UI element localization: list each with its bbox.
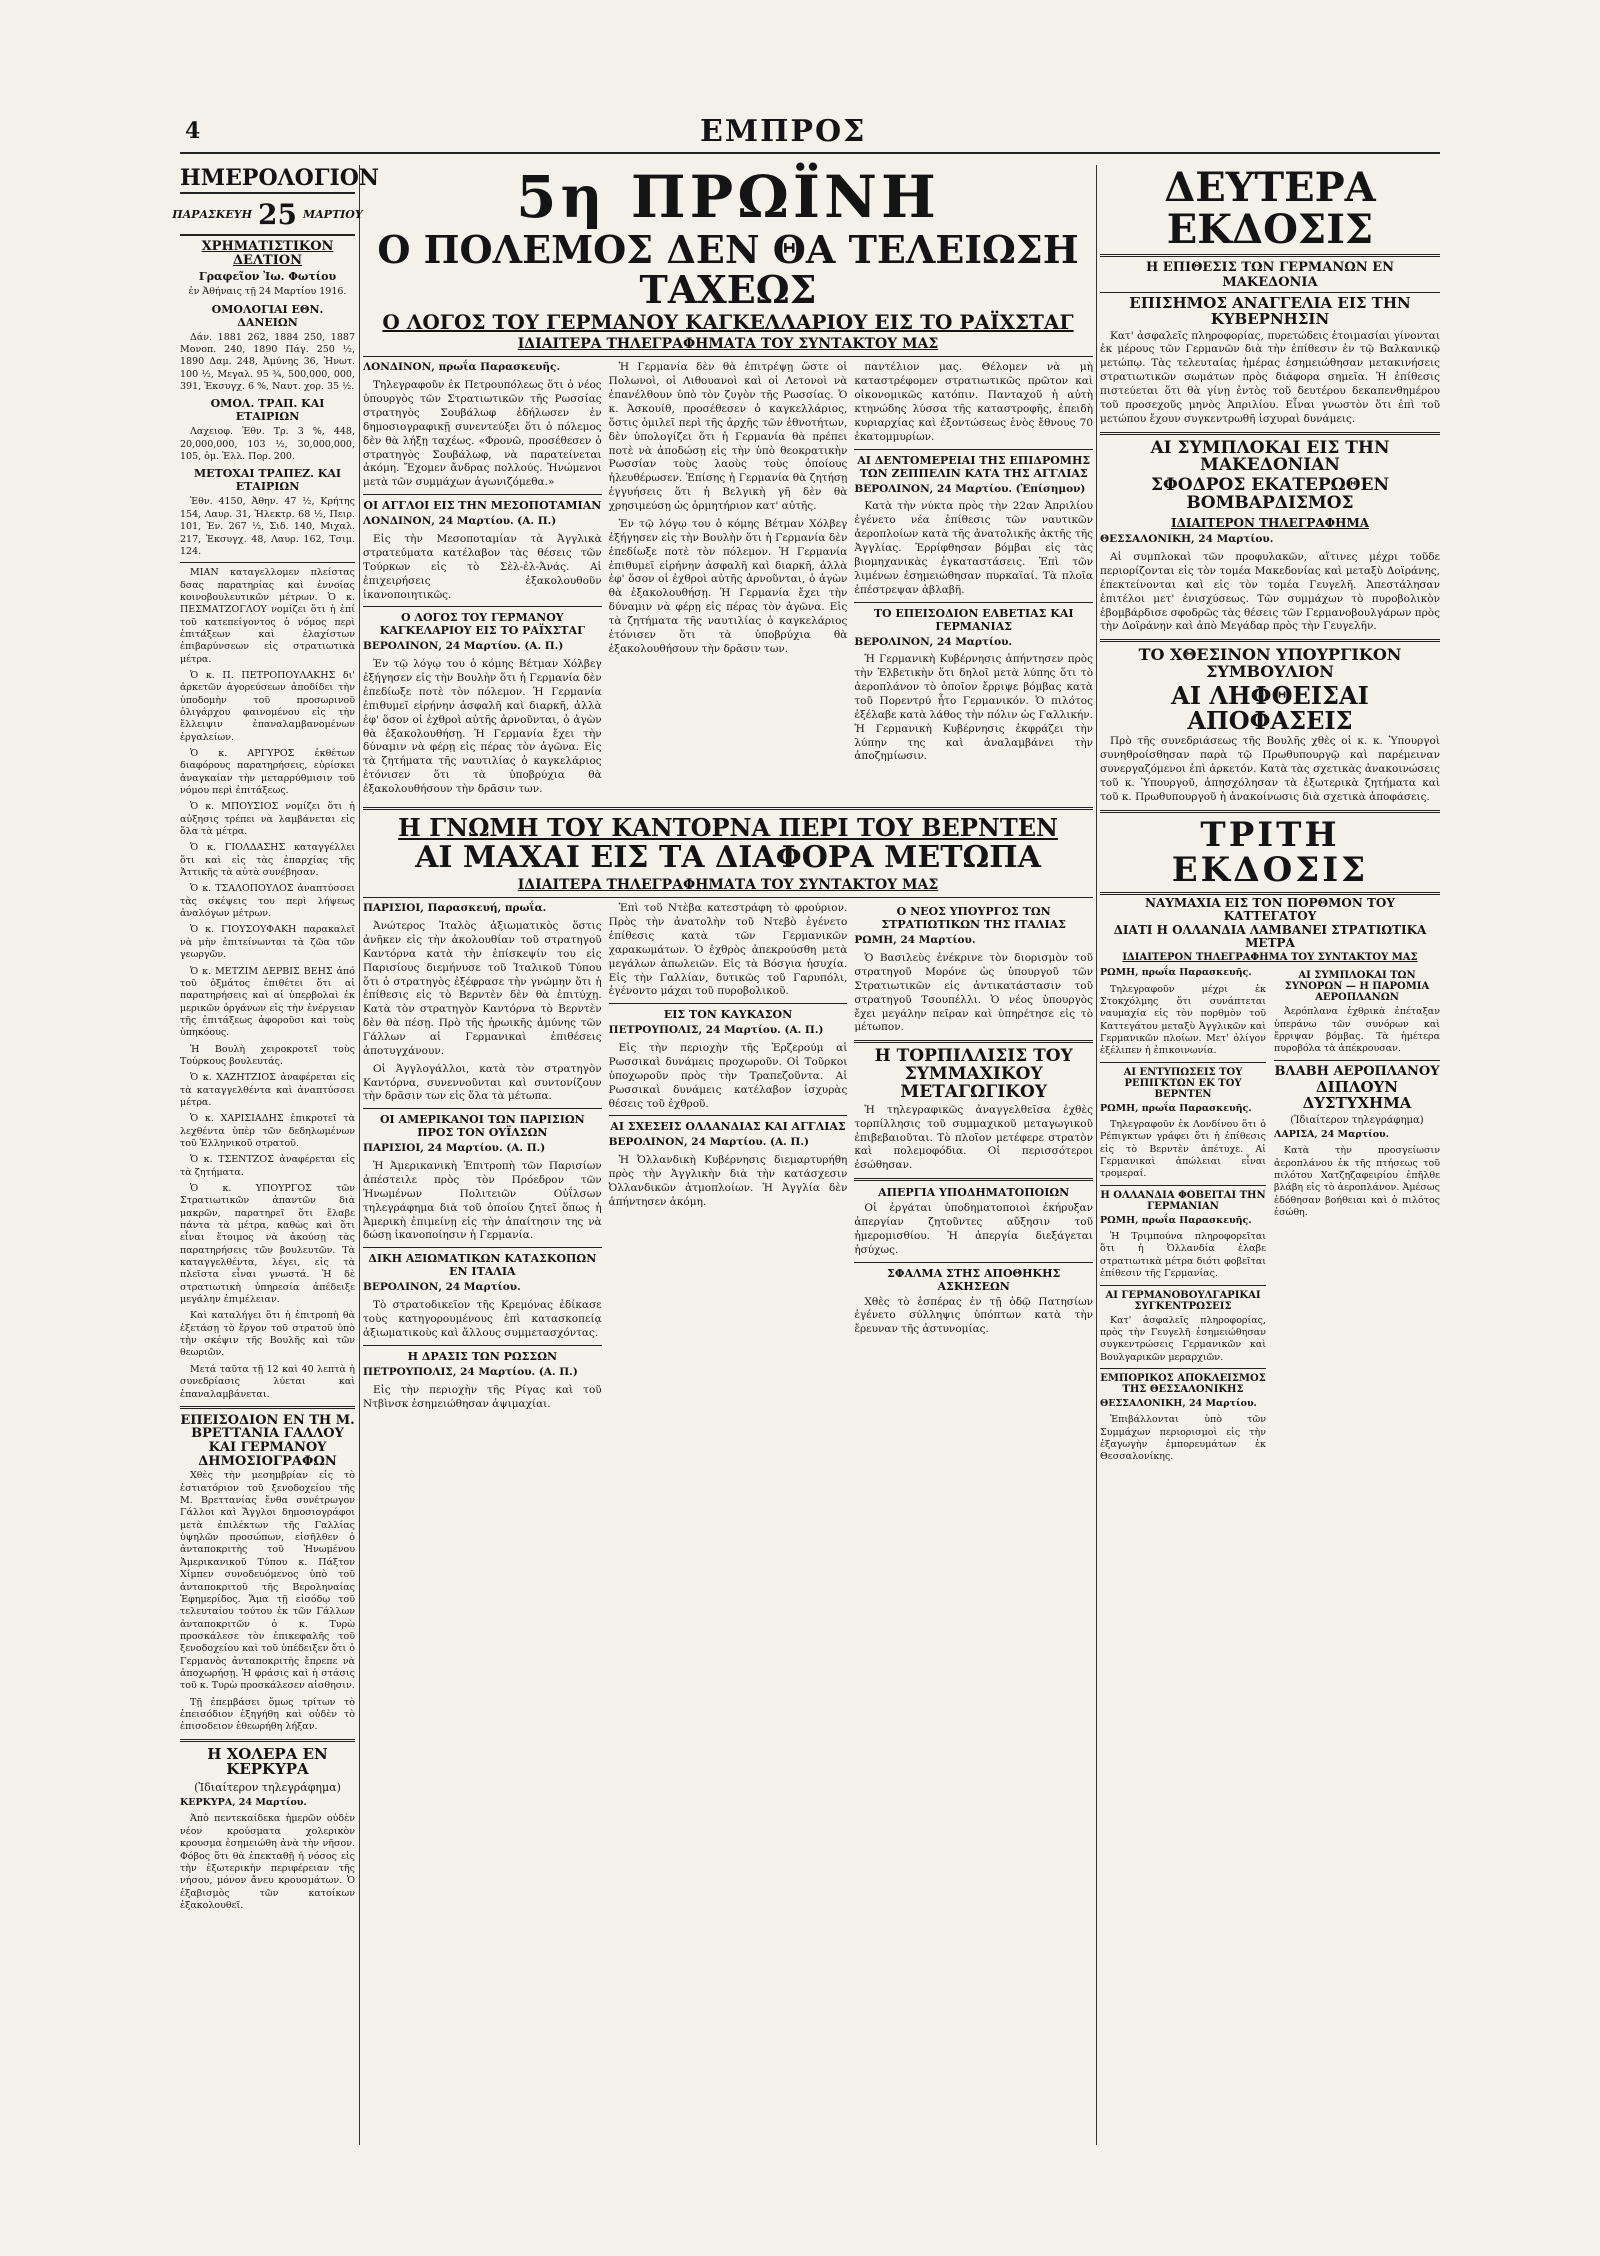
battle-articles xyxy=(363,902,1093,1415)
divider xyxy=(363,356,1093,357)
article-title: ΑΙ ΕΝΤΥΠΩΣΕΙΣ ΤΟΥ ΡΕΠΙΓΚΤΩΝ ΕΚ ΤΟΥ ΒΕΡΝΤΕΝ xyxy=(1123,1066,1243,1100)
divider xyxy=(363,494,602,495)
article-title: Ο ΝΕΟΣ ΥΠΟΥΡΓΟΣ ΤΩΝ ΣΤΡΑΤΙΩΤΙΚΩΝ ΤΗΣ ΙΤΑΛΙΑΣ xyxy=(881,905,1066,932)
article-text: Ἐν τῷ λόγῳ του ὁ κόμης Βέτμαν Χόλβεγ ἐξήγησεν εἰς τὴν Βουλὴν ὅτι ἡ Γερμανία δὲν ἐπεδίωξε ποτὲ τὸν πόλεμον. Ἡ Γερμανία ἐπιθυμεῖ εἰρήνην ἀσφαλῆ καὶ διαρκῆ, ἀλλὰ ἐφ' ὅσον οἱ ἐχθροὶ αὐτῆς ἀρνοῦνται, ὁ ἀγὼν θὰ ἐξακολουθήσῃ. Ἡ Γερμανία ἔχει τὴν δύναμιν νὰ φέρῃ εἰς πέρας τὸν ἀγῶνα. Εἰς τὰ ζητήματα τῆς ναυτιλίας ὁ καγκελάριος ἐτόνισεν ὅτι τὰ ὑποβρύχια θὰ ἐξακολουθήσουν τὴν δρᾶσιν των. xyxy=(363,658,602,795)
article-title: ΕΠΙΣΗΜΟΣ ΑΝΑΓΓΕΛΙΑ ΕΙΣ ΤΗΝ ΚΥΒΕΡΝΗΣΙΝ xyxy=(1129,294,1411,328)
article-title-britannia: ΕΠΕΙΣΟΔΙΟΝ ΕΝ ΤΗ Μ. ΒΡΕΤΤΑΝΙΑ ΓΑΛΛΟΥ ΚΑΙ ΓΕΡΜΑΝΟΥ ΔΗΜΟΣΙΟΓΡΑΦΩΝ xyxy=(180,1412,355,1469)
article-title: ΑΙ ΓΕΡΜΑΝΟΒΟΥΛΓΑΡΙΚΑΙ ΣΥΓΚΕΝΤΡΩΣΕΙΣ xyxy=(1105,1289,1261,1312)
article-title: ΔΙΑΤΙ Η ΟΛΛΑΝΔΙΑ ΛΑΜΒΑΝΕΙ ΣΤΡΑΤΙΩΤΙΚΑ ΜΕΤΡΑ xyxy=(1113,923,1427,950)
divider xyxy=(854,602,1093,603)
speaker-paragraph: Ὁ κ. ΑΡΓΥΡΟΣ ἐκθέτων διαφόρους παρατηρήσεις, εὑρίσκει ἀναγκαίαν τὴν μεταρρύθμισιν τοῦ νόμου περὶ ἐπιτάξεως. xyxy=(180,748,355,797)
telegram-label: ΙΔΙΑΙΤΕΡΟΝ ΤΗΛΕΓΡΑΦΗΜΑ ΤΟΥ ΣΥΝΤΑΚΤΟΥ ΜΑΣ xyxy=(1122,952,1418,964)
masthead-rule xyxy=(180,152,1440,154)
divider xyxy=(1100,639,1440,642)
article-text: Πρὸ τῆς συνεδριάσεως τῆς Βουλῆς χθὲς οἱ κ. κ. Ὑπουργοὶ συνηθροίσθησαν παρὰ τῷ Πρωθυπουργῷ καὶ παρέμειναν συνεργαζόμενοι ἐπὶ ἀρκετόν. Κατὰ τὰς σχετικὰς ἀνακοινώσεις τοῦ κ. Ὑπουργοῦ, ἀπησχόλησαν τὰ ἐξωτερικὰ ζητήματα καὶ τοῦ κ. Πρωθυπουργοῦ ἡ ἀνακοίνωσις διὰ σχετικὰ ἀποφάσεις. xyxy=(1100,735,1440,803)
battles-headline: ΑΙ ΜΑΧΑΙ ΕΙΣ ΤΑ ΔΙΑΦΟΡΑ ΜΕΤΩΠΑ xyxy=(415,840,1041,875)
divider xyxy=(1100,1062,1266,1063)
article-title: ΣΦΟΔΡΟΣ ΕΚΑΤΕΡΩΘΕΝ ΒΟΜΒΑΡΔΙΣΜΟΣ xyxy=(1150,475,1390,514)
speaker-paragraph: Ὁ κ. ΜΠΟΥΣΙΟΣ νομίζει ὅτι ἡ αὐξησις τρέπει νὰ λαμβάνεται εἰς ὅλα τὰ μέτρα. xyxy=(180,801,355,838)
article-title: ΑΙ ΣΥΜΠΛΟΚΑΙ ΕΙΣ ΤΗΝ ΜΑΚΕΔΟΝΙΑΝ xyxy=(1150,437,1390,476)
article-text: Ἐπιβάλλονται ὑπὸ τῶν Συμμάχων περιορισμοὶ εἰς τὴν ἐξαγωγὴν ἐμπορευμάτων ἐκ Θεσσαλονίκης. xyxy=(1100,1414,1266,1463)
article-text: Οἱ Ἀγγλογάλλοι, κατὰ τὸν στρατηγὸν Καντόρνα, συνεννοῦνται καὶ συντονίζουν τὴν δρᾶσιν των εἰς ὅλα τὰ μέτωπα. xyxy=(363,1062,602,1103)
speaker-paragraph: Ὁ κ. ΜΕΤΖΙΜ ΔΕΡΒΙΣ ΒΕΗΣ ἀπό τοῦ ὀξμάτος ἐπιθέτει ὅτι αἱ παρατηρήσεις καὶ αἱ ὑπερβολαὶ ἐκ μερικῶν ὀργάνων εἰς τὴν ἐνέργειαν τῆς ἐπιτάξεως ἀφοροῦσι καὶ τοὺς ὑπηκόους. xyxy=(180,965,355,1039)
article-text: παντέλιον μας. Θέλομεν νὰ μὴ καταστρέφομεν στρατιωτικῶς πρῶτον καὶ οἰκονομικῶς κατόπιν. Πανταχοῦ ἡ αὐτὴ κτηνώδης λύσσα τῆς καταστροφῆς, ἐπειδὴ κυριαρχίας καὶ ἐξοντώσεως ἑνὸς ἔθνους 70 ἑκατομμυρίων. xyxy=(854,361,1094,443)
speaker-paragraph: Ὁ κ. ΤΣΕΝΤΖΟΣ ἀναφέρεται εἰς τὰ ζητήματα. xyxy=(180,1154,355,1178)
article-text: Τὸ στρατοδικεῖον τῆς Κρεμόνας ἐδίκασε τοὺς κατηγορουμένους ἐπὶ κατασκοπείᾳ ἀξιωματικοὺς καὶ ἄλλους συμμετασχόντας. xyxy=(363,1299,602,1339)
telegrams-label: ΙΔΙΑΙΤΕΡΑ ΤΗΛΕΓΡΑΦΗΜΑΤΑ ΤΟΥ ΣΥΝΤΑΚΤΟΥ ΜΑΣ xyxy=(517,335,939,352)
bulletin-text: Δάν. 1881 262, 1884 250, 1887 Μονοπ. 240, 1890 Πάγ. 250 ½, 1890 Δαμ. 248, Ἀμύνης 36, Ἠνωτ. 100 ½, Μεγαλ. 95 ¾, 500,000, 000, 391, Ἐκσυγχ. 6 %, Ναυτ. χορ. 35 ½. xyxy=(180,331,355,393)
article-subtitle: (Ἰδιαίτερον τηλεγράφημα) xyxy=(1290,1114,1424,1126)
article-text: Ἡ Τριμπούνα πληροφορεῖται ὅτι ἡ Ὀλλανδία ἐλαβε στρατιωτικὰ μέτρα διότι φοβεῖται ἐπίθεσιν τῆς Γερμανίας. xyxy=(1100,1231,1266,1280)
divider xyxy=(363,807,1093,810)
divider xyxy=(363,606,602,607)
article-text: Αἱ συμπλοκαὶ τῶν προφυλακῶν, αἵτινες μέχρι τοῦδε περιορίζονται εἰς τὸν τομέα Μακεδονίας καὶ μεταξὺ Δοϊράνης, ἐπεκτείνονται καὶ εἰς τὸν τομέα Γευγελῆ. Ἀπεστάλησαν ἐπιτέλοι μετ' ἐνισχύσεως. Τῶν συμμάχων τὸ πυροβολικὸν ἐβομβάρδισε σφοδρῶς τὰς θέσεις τῶν Γερμανοβουλγάρων πρὸς τὴν Δοϊράνην καὶ ἀπὸ Μεγάδαρ πρὸς τὴν Γευγελῆν. xyxy=(1100,551,1440,633)
main-headline: Ο ΠΟΛΕΜΟΣ ΔΕΝ ΘΑ ΤΕΛΕΙΩΣΗ ΤΑΧΕΩΣ xyxy=(377,226,1079,312)
lead-column-middle xyxy=(609,361,848,800)
divider xyxy=(363,1108,602,1109)
calendar-row xyxy=(172,198,363,236)
bulletin-office: Γραφεῖον Ἰω. Φωτίου xyxy=(198,270,337,284)
article-title: ΤΟ ΕΠΕΙΣΟΔΙΟΝ ΕΛΒΕΤΙΑΣ ΚΑΙ ΓΕΡΜΑΝΙΑΣ xyxy=(873,606,1074,633)
dateline: ΡΩΜΗ, 24 Μαρτίου. xyxy=(854,934,976,947)
article-text: Ἀερόπλανα ἐχθρικὰ ἐπέταξαν ὑπεράνω τῶν συνόρων καὶ ἔρριψαν βόμβας. Τὰ ἡμέτερα πυροβόλα τὰ ἀπέκρουσαν. xyxy=(1274,1006,1440,1055)
column-main xyxy=(363,165,1093,2145)
dateline: ΘΕΣΣΑΛΟΝΙΚΗ, 24 Μαρτίου. xyxy=(1100,533,1274,546)
article-title: ΟΙ ΑΓΓΛΟΙ ΕΙΣ ΤΗΝ ΜΕΣΟΠΟΤΑΜΙΑΝ xyxy=(363,499,602,513)
dateline: ΠΕΤΡΟΥΠΟΛΙΣ, 24 Μαρτίου. (Α. Π.) xyxy=(608,1024,824,1037)
speaker-paragraph: Ὁ κ. ΧΑΖΗΤΖΙΟΣ ἀναφέρεται εἰς τὰ καταγγελθέντα καὶ ἀναπτύσσει μέτρα. xyxy=(180,1072,355,1108)
dateline: ΒΕΡΟΛΙΝΟΝ, 24 Μαρτίου. (Α. Π.) xyxy=(363,640,564,653)
article-title: ΑΙ ΔΕΝΤΟΜΕΡΕΙΑΙ ΤΗΣ ΕΠΙΔΡΟΜΗΣ ΤΩΝ ΖΕΠΠΕΛΙΝ ΚΑΤΑ ΤΗΣ ΑΓΓΛΙΑΣ xyxy=(857,453,1091,480)
divider xyxy=(609,1003,848,1004)
article-title: ΤΟ ΧΘΕΣΙΝΟΝ ΥΠΟΥΡΓΙΚΟΝ ΣΥΜΒΟΥΛΙΟΝ xyxy=(1138,645,1402,682)
divider xyxy=(1100,1285,1266,1286)
divider xyxy=(1100,810,1440,813)
article-title: ΔΙΚΗ ΑΞΙΩΜΑΤΙΚΩΝ ΚΑΤΑΣΚΟΠΩΝ ΕΝ ΙΤΑΛΙΑ xyxy=(368,1252,597,1279)
article-title: Η ΟΛΛΑΝΔΙΑ ΦΟΒΕΙΤΑΙ ΤΗΝ ΓΕΡΜΑΝΙΑΝ xyxy=(1100,1189,1266,1212)
article-text: Ἐν τῷ λόγῳ του ὁ κόμης Βέτμαν Χόλβεγ ἐξήγησεν εἰς τὴν Βουλὴν ὅτι ἡ Γερμανία δὲν ἐπεδίωξε ποτὲ τὸν πόλεμον. Ἡ Γερμανία ἐπιθυμεῖ εἰρήνην ἀσφαλῆ καὶ διαρκῆ, ἀλλὰ ἐφ' ὅσον οἱ ἐχθροὶ αὐτῆς ἀρνοῦνται, ὁ ἀγὼν θὰ ἐξακολουθήσῃ. Ἡ Γερμανία ἔχει τὴν δύναμιν νὰ φέρῃ εἰς πέρας τὸν ἀγῶνα. Εἰς τὰ ζητήματα τῆς ναυτιλίας ὁ καγκελάριος ἐτόνισεν ὅτι τὰ ὑποβρύχια θὰ ἐξακολουθήσουν τὴν δρᾶσιν των. xyxy=(608,517,848,655)
third-edition-left xyxy=(1100,967,1266,1467)
divider xyxy=(363,1247,602,1248)
article-text: Εἰς τὴν περιοχὴν τῆς Ἐρζερούμ αἱ Ρωσσικαὶ δυνάμεις προχωροῦν. Οἱ Τοῦρκοι ὑποχωροῦν πρὸς τὴν Τραπεζοῦντα. Αἱ Ρωσσικαὶ δυνάμεις κατέλαβον ἰσχυρὰς θέσεις τοῦ ἐχθροῦ. xyxy=(608,1042,848,1110)
article-text: Ἡ Γερμανία δὲν θὰ ἐπιτρέψῃ ὥστε οἱ Πολωνοὶ, οἱ Λιθουανοὶ καὶ οἱ Λετονοὶ νὰ ἐπανέλθουν ὑπὸ τὸν ζυγὸν τῆς Ρωσσίας. Ὁ κ. Ἀσκουίθ, προσέθεσεν ὁ καγκελλάριος, ὅστις ὁμιλεῖ περὶ τῆς ἀρχῆς τῶν ἐθνοτήτων, δὲν ὑπολογίζει ὅτι ἡ Γερμανία θὰ πρέπει ποτὲ νὰ ἀποδώσῃ εἰς τὴν ὑπὸ θεοκρατικὴν Ρωσσίαν τοὺς λαοὺς τοὺς ὁποίους ἠλευθέρωσεν. Ἐπίσης ἡ Γερμανία θὰ ζητήσῃ ἐγγυήσεις ὅτι ἡ Βελγικὴ γῆ δὲν θὰ χρησιμεύσῃ ὡς ὁρμητήριον κατ' αὐτῆς. xyxy=(608,361,848,513)
battle-column-left xyxy=(363,902,602,1415)
article-text: Χθὲς τὸ ἑσπέρας ἐν τῇ ὁδῷ Πατησίων ἐγένετο σύλληψις ὑπόπτων κατὰ τὴν ἔρευναν τῆς ἀστυνομίας. xyxy=(854,1295,1094,1336)
article-title: ΝΑΥΜΑΧΙΑ ΕΙΣ ΤΟΝ ΠΟΡΘΜΟΝ ΤΟΥ ΚΑΤΤΕΓΑΤΟΥ xyxy=(1145,895,1395,923)
article-text: Τηλεγραφοῦν ἐκ Λονδίνου ὅτι ὁ Ρέπιγκτων γράφει ὅτι ἡ ἐπίθεσις εἰς τὸ Βερντὲν ἀπέτυχε. Αἱ Γερμανικαὶ ἀπώλειαι εἶναι τρομεραί. xyxy=(1100,1119,1266,1180)
article-title: ΕΙΣ ΤΟΝ ΚΑΥΚΑΣΟΝ xyxy=(663,1008,793,1022)
speaker-paragraph: Καὶ καταλήγει ὅτι ἡ ἐπιτροπὴ θὰ ἐξετάσῃ τὸ ἔργον τοῦ στρατοῦ ὑπὸ τὴν σκέψιν τῆς Βουλῆς καὶ τῶν θεωριῶν. xyxy=(180,1310,355,1359)
battle-column-right xyxy=(854,902,1093,1415)
paper-name: ΕΜΠΡΟΣ xyxy=(700,114,867,149)
bulletin-text: Ἐθν. 4150, Ἀθην. 47 ½, Κρήτης 154, Λαυρ. 31, Ἠλεκτρ. 68 ½, Πειρ. 101, Ἐν. 267 ½, Σιδ. 140, Μιχαλ. 217, Ἐκσυγχ. 48, Λαυρ. 162, Τσιμ. 124. xyxy=(180,496,355,557)
article-text: Ἡ τηλεγραφικῶς ἀναγγελθεῖσα ἐχθὲς τορπίλλησις τοῦ συμμαχικοῦ μεταγωγικοῦ ἐπιβεβαιοῦται. Τὸ πλοῖον μετέφερε στρατὸν καὶ πολεμοφόδια. Οἱ περισσότεροι ἐσώθησαν. xyxy=(854,1103,1094,1172)
divider xyxy=(854,449,1093,450)
divider xyxy=(1100,1185,1266,1186)
main-subheadline: Ο ΛΟΓΟΣ ΤΟΥ ΓΕΡΜΑΝΟΥ ΚΑΓΚΕΛΛΑΡΙΟΥ ΕΙΣ ΤΟ ΡΑΪΧΣΤΑΓ xyxy=(382,309,1074,334)
article-text: Τηλεγραφοῦν μέχρι ἐκ Στοκχόλμης ὅτι συνάπτεται ναυμαχία εἰς τὸν πορθμὸν τοῦ Καττεγάτου μεταξὺ Ἀγγλικῶν καὶ Γερμανικῶν πλοίων. Μετ' ὀλίγον ἐξέλιπεν ἡ ἐπικοινωνία. xyxy=(1100,983,1266,1057)
article-text: Εἰς τὴν περιοχὴν τῆς Ρίγας καὶ τοῦ Ντβὶνσκ ἐσημειώθησαν ἀψιμαχίαι. xyxy=(363,1383,602,1410)
calendar-title: ΗΜΕΡΟΛΟΓΙΟΝ xyxy=(180,167,355,194)
third-edition-label: ΤΡΙΤΗ ΕΚΔΟΣΙΣ xyxy=(1100,818,1440,895)
speaker-paragraph: Ὁ κ. ΓΙΟΛΔΑΣΗΣ καταγγέλλει ὅτι καὶ εἰς τὰς ἐπαρχίας τῆς Ἀττικῆς τὰ αὐτὰ συνέβησαν. xyxy=(180,842,355,879)
article-title: ΑΙ ΣΧΕΣΕΙΣ ΟΛΛΑΝΔΙΑΣ ΚΑΙ ΑΓΓΛΙΑΣ xyxy=(610,1120,846,1134)
column-editions xyxy=(1100,165,1440,2145)
divider xyxy=(180,562,355,563)
article-text: Ἡ Γερμανικὴ Κυβέρνησις ἀπήντησεν πρὸς τὴν Ἐλβετικὴν ὅτι δηλοῖ μετὰ λύπης ὅτι τὸ ἀεροπλάνον τὸ ὁποῖον ἔρριψε βόμβας κατὰ τοῦ Πορεντρύ ἦτο Γερμανικόν. Ὁ πιλότος ἐξέλαβε κατὰ λάθος τὴν πόλιν ὡς Γαλλικήν. Ἡ Γερμανικὴ Κυβέρνησις ἐκφράζει τὴν λύπην της καὶ ἀναλαμβάνει τὴν ἀποζημίωσιν. xyxy=(854,653,1094,763)
speaker-paragraph: Μετά ταῦτα τῇ 12 καὶ 40 λεπτὰ ἡ συνεδρίασις λύεται καὶ ἐπαναλαμβάνεται. xyxy=(180,1363,355,1400)
speaker-paragraph: Ὁ κ. ΤΣΑΛΟΠΟΥΛΟΣ ἀναπτύσσει τὰς σκέψεις του περὶ λήψεως ἀναλόγων μέτρων. xyxy=(180,883,355,920)
article-title: ΒΛΑΒΗ ΑΕΡΟΠΛΑΝΟΥ xyxy=(1274,1063,1440,1079)
dateline: ΡΩΜΗ, πρωΐα Παρασκευῆς. xyxy=(1100,1102,1252,1114)
bulletin-title: ΧΡΗΜΑΤΙΣΤΙΚΟΝ ΔΕΛΤΙΟΝ xyxy=(201,239,334,268)
session-text: ΜΙΑΝ καταγελλομεν πλείστας δσας παρατηρίας καὶ ἐννοίας κοινοβουλευτικῶν μέτρων. Ὁ κ. ΠΕΣΜΑΤΖΟΓΛΟΥ νομίζει ὅτι ἡ ἐπί τοῦ κατεπείγοντος ὁ νόμος περὶ ἐπιτάξεων καὶ ἐλαχίστων ἐπιβαρύνσεων εἰς στρατιωτικὰ μέτρα. xyxy=(180,567,355,665)
bulletin-sub: ΜΕΤΟΧΑΙ ΤΡΑΠΕΖ. ΚΑΙ ΕΤΑΙΡΙΩΝ xyxy=(193,467,342,494)
divider xyxy=(363,897,1093,898)
dateline: ΡΩΜΗ, πρωΐα Παρασκευῆς. xyxy=(1100,1214,1252,1226)
article-text: Ἀνώτερος Ἰταλὸς ἀξιωματικὸς ὅστις ἀνῆκεν εἰς τὴν ἀκολουθίαν τοῦ στρατηγοῦ Καντόρνα κατὰ τὴν ἐπίσκεψίν του εἰς Παρισίους διεμήνυσε τοῦ Ἰταλικοῦ Τύπου ὅτι ὁ στρατηγὸς ἐξέφρασε τὴν γνώμην ὅτι ἡ ἐπίθεσις εἰς τὸ Βερντὲν δὲν θὰ ἐπιτύχῃ. Κατὰ τὸν στρατηγὸν Καντόρνα τὸ Βερντὲν δὲν θὰ πέσῃ. Πρὸ τῆς ἠρωικῆς ἀμύνης τῶν Γάλλων αἱ Γερμανικαὶ ἐπιθέσεις ἀποτυγχάνουν. xyxy=(363,920,602,1057)
edition-label: 5η ΠΡΩΪΝΗ xyxy=(516,163,940,231)
battle-column-middle xyxy=(609,902,848,1415)
third-edition-right xyxy=(1274,967,1440,1467)
article-title: ΑΙ ΛΗΦΘΕΙΣΑΙ ΑΠΟΦΑΣΕΙΣ xyxy=(1171,680,1369,736)
article-title: Η ΕΠΙΘΕΣΙΣ ΤΩΝ ΓΕΡΜΑΝΩΝ ΕΝ ΜΑΚΕΔΟΝΙΑ xyxy=(1100,260,1440,293)
article-text: Κατ' ἀσφαλεῖς πληροφορίας, πρὸς τὴν Γευγελῆ ἐσημειώθησαν συγκεντρώσεις Γερμανικῶν καὶ Βουλγαρικῶν μεραρχιῶν. xyxy=(1100,1314,1266,1363)
dateline: ΒΕΡΟΛΙΝΟΝ, 24 Μαρτίου. (Ἐπίσημον) xyxy=(854,482,1086,495)
dateline: ΠΑΡΙΣΙΟΙ, 24 Μαρτίου. (Α. Π.) xyxy=(363,1142,546,1155)
dateline: ΒΕΡΟΛΙΝΟΝ, 24 Μαρτίου. xyxy=(363,1281,521,1294)
article-text: Εἰς τὴν Μεσοποταμίαν τὰ Ἀγγλικὰ στρατεύματα κατέλαβον τὰς θέσεις τῶν Τούρκων εἰς τὸ Σὲλ-ἐλ-Ἀνάς. Αἱ ἐπιχειρήσεις ἐξακολουθοῦν ἱκανοποιητικῶς. xyxy=(363,533,602,601)
article-title: ΑΠΕΡΓΙΑ ΥΠΟΔΗΜΑΤΟΠΟΙΩΝ xyxy=(878,1186,1070,1200)
article-title: Η ΔΡΑΣΙΣ ΤΩΝ ΡΩΣΣΩΝ xyxy=(407,1349,558,1363)
article-text: Ἡ Ἀμερικανικὴ Ἐπιτροπὴ τῶν Παρισίων ἀπέστειλε πρὸς τὸν Πρόεδρον τῶν Ἡνωμένων Πολιτειῶν Οὐΐλσων τηλεγράφημα διὰ τοῦ ὁποίου ζητεῖ ὅπως ἡ Ἀμερικὴ ἐπιμείνῃ εἰς τὴν ἀπαίτησιν της νὰ δώσῃ ἱκανοποίησιν ἡ Γερμανία. xyxy=(363,1160,602,1242)
article-text: Οἱ ἐργάται ὑποδηματοποιοὶ ἐκήρυξαν ἀπεργίαν ζητοῦντες αὔξησιν τοῦ ἡμερομισθίου. Ἡ ἀπεργία διεξάγεται ἡσύχως. xyxy=(854,1202,1094,1256)
article-text: Ἡ Ὀλλανδικὴ Κυβέρνησις διεμαρτυρήθη πρὸς τὴν Ἀγγλικὴν διὰ τὴν κατάσχεσιν Ὀλλανδικῶν ἀτμοπλοίων. Ἡ Ἀγγλία δὲν ἀπήντησεν ἀκόμη. xyxy=(608,1154,848,1208)
divider xyxy=(180,1739,355,1742)
column-rule xyxy=(359,165,360,2145)
article-subtitle: (Ἰδιαίτερον τηλεγράφημα) xyxy=(194,1781,341,1795)
article-title: ΣΦΑΛΜΑ ΣΤΗΣ ΑΠΟΘΗΚΗΣ ΑΣΚΗΣΕΩΝ xyxy=(887,1266,1061,1293)
divider xyxy=(363,1345,602,1346)
article-text: Κατ' ἀσφαλεῖς πληροφορίας, πυρετώδεις ἑτοιμασίαι γίνονται ἐκ μέρους τῶν Γερμανῶν διὰ τὴν ἐπίθεσιν ἐν τῷ Βαλκανικῷ μετώπῳ. Τὰς τελευταίας ἡμέρας ἐσημειώθησαν μετακινήσεις στρατιωτικῶν σωμάτων πρὸς διάφορα σημεῖα. Ἡ ἐπίθεσις πιστεύεται ὅτι θὰ γίνῃ ἐντὸς τοῦ δευτέρου δεκαπενθημέρου τοῦ προσεχοῦς μηνὸς Ἀπριλίου. Εἶναι γνωστὸν ὅτι ἐπὶ τοῦ μετώπου ἔχουν συγκεντρωθῆ ἰσχυραὶ δυνάμεις. xyxy=(1100,329,1440,425)
divider xyxy=(1100,432,1440,435)
divider xyxy=(854,1262,1093,1263)
article-text: Τηλεγραφοῦν ἐκ Πετρουπόλεως ὅτι ὁ νέος ὑπουργὸς τῶν Στρατιωτικῶν τῆς Ρωσσίας στρατηγὸς Σουβάλωφ ἐδήλωσεν ἐν δημοσιογραφικῇ συνεντεύξει ὅτι ὁ πόλεμος δὲν θὰ λήξῃ ταχέως. «Φρονῶ, προσέθεσεν ὁ στρατηγὸς Σουβάλωφ, νὰ παρατείνεται ἀκόμη. Ἔχομεν ἄνδρας πολλούς. Ἠνώμενοι μετὰ τῶν συμμάχων ἀγωνιζόμεθα.» xyxy=(363,379,602,489)
article-title: ΟΙ ΑΜΕΡΙΚΑΝΟΙ ΤΩΝ ΠΑΡΙΣΙΩΝ ΠΡΟΣ ΤΟΝ ΟΥΪΛΣΩΝ xyxy=(379,1113,585,1140)
telegram-label: ΙΔΙΑΙΤΕΡΟΝ ΤΗΛΕΓΡΑΦΗΜΑ xyxy=(1170,515,1370,530)
dateline: ΘΕΣΣΑΛΟΝΙΚΗ, 24 Μαρτίου. xyxy=(1100,1397,1257,1409)
article-text: Κατὰ τὴν νύκτα πρὸς τὴν 22αν Ἀπριλίου ἐγένετο νέα ἐπίθεσις τῶν ναυτικῶν ἀεροπλοίων κατὰ τῆς ἀνατολικῆς ἀκτῆς τῆς Ἀγγλίας. Ἐρρίφθησαν βόμβαι εἰς τὰς βιομηχανικὰς ἐγκαταστάσεις. Ἐπὶ τῶν λιμένων ἐσημειώθησαν πυρκαϊαί. Τὰ πλοῖα ἐπέστρεψαν ἀβλαβῆ. xyxy=(854,500,1094,596)
dateline: ΠΕΤΡΟΥΠΟΛΙΣ, 24 Μαρτίου. (Α. Π.) xyxy=(363,1365,578,1378)
speaker-paragraph: Ὁ κ. ΥΠΟΥΡΓΟΣ τῶν Στρατιωτικῶν ἀπαντῶν διὰ μακρῶν, παρατηρεῖ ὅτι ἔλαβε πάντα τὰ μέτρα, καθὼς καὶ ὅτι εἶναι ἕτοιμος νὰ ἀκούσῃ τὰς παρατηρήσεις τῶν βουλευτῶν. Τὰ καταγγελθέντα, λέγει, εἰς τὰ πλεῖστα εἶναι γνωστά. Ἡ δὲ στρατιωτικὴ ὑπηρεσία ἀπέδειξε μεγάλην ἐπιμέλειαν. xyxy=(180,1183,355,1306)
column-calendar xyxy=(172,165,380,2145)
divider xyxy=(854,1178,1093,1181)
article-text: Κατὰ τὴν προσγείωσιν ἀεροπλάνου ἐκ τῆς πτήσεως τοῦ πιλότου Χατζηζαφειρίου ἐπῆλθε βλάβη εἰς τὸ ἀεροπλάνον. Ἀμέσως ἐδόθησαν βοήθειαι καὶ ὁ πιλότος ἐσώθη. xyxy=(1274,1145,1440,1218)
dateline: ΛΟΝΔΙΝΟΝ, 24 Μαρτίου. (Α. Π.) xyxy=(363,515,557,528)
calendar-day: ΠΑΡΑΣΚΕΥΗ xyxy=(172,208,252,222)
cadorna-headline: Η ΓΝΩΜΗ ΤΟΥ ΚΑΝΤΟΡΝΑ ΠΕΡΙ ΤΟΥ ΒΕΡΝΤΕΝ xyxy=(398,812,1058,842)
bulletin-sub: ΟΜΟΛ. ΤΡΑΠ. ΚΑΙ ΕΤΑΙΡΙΩΝ xyxy=(210,397,325,424)
article-text: Τῇ ἐπεμβάσει ὅμως τρίτων τὸ ἐπεισόδιον ἐξηγήθη καὶ οὐδὲν τὸ ἐπισοδειον ἐθεωρήθη λήξαν. xyxy=(180,1696,355,1733)
article-title: Η ΤΟΡΠΙΛΛΙΣΙΣ ΤΟΥ ΣΥΜΜΑΧΙΚΟΥ ΜΕΤΑΓΩΓΙΚΟΥ xyxy=(874,1046,1073,1102)
article-text: Ἐπὶ τοῦ Ντὲβα κατεστράφη τὸ φρούριον. Πρὸς τὴν ἀνατολὴν τοῦ Ντεβὸ ἐγένετο ἐπίθεσις κατὰ τῶν Γερμανικῶν χαρακωμάτων. Ὁ ἐχθρὸς ἀπεκρούσθη μετὰ μεγάλων ἀπωλειῶν. Εἰς τὰ Βόσγια ἡσυχία. Εἰς τὴν Γαλλίαν, δυτικῶς τοῦ Γαρυπόλι, ἐγένοντο μάχαι τοῦ πυροβολικοῦ. xyxy=(608,902,848,998)
dateline: ΒΕΡΟΛΙΝΟΝ, 24 Μαρτίου. xyxy=(854,635,1013,648)
speaker-paragraph: Ὁ κ. Π. ΠΕΤΡΟΠΟΥΛΑΚΗΣ δι' ἀρκετῶν ἀγορεύσεων ἀποδίδει τὴν ὑποδομὴν τοῦ προσωρινοῦ ὀλιγάρχου φαινομένου εἰς τὴν ἔλλειψιν ἐπαναλαμβανομένων ἐργαλείων. xyxy=(180,669,355,743)
article-title: ΕΜΠΟΡΙΚΟΣ ΑΠΟΚΛΕΙΣΜΟΣ ΤΗΣ ΘΕΣΣΑΛΟΝΙΚΗΣ xyxy=(1100,1372,1266,1395)
divider xyxy=(854,1040,1093,1043)
dateline: ΛΑΡΙΣΑ, 24 Μαρτίου. xyxy=(1274,1128,1389,1140)
article-text: Ἀπὸ πεντεκαίδεκα ἡμερῶν οὐδὲν νέον κρούσματα χολερικὸν κρουσμα ἐσημειώθη ἀνὰ τὴν νῆσον. Φόβος ὅτι θὰ ἐπεκταθῇ ἡ νόσος εἰς τὴν ἐξωτερικὴν περιφέρειαν τῆς νήσου, μόνον ἄνευ κρουσμάτων. Ὁ ἐξαβισμὸς τῶν κατοίκων ἐξακολουθεῖ. xyxy=(180,1813,355,1911)
article-title: Ο ΛΟΓΟΣ ΤΟΥ ΓΕΡΜΑΝΟΥ ΚΑΓΚΕΛΑΡΙΟΥ ΕΙΣ ΤΟ ΡΑΪΧΣΤΑΓ xyxy=(379,611,585,638)
dateline: ΚΕΡΚΥΡΑ, 24 Μαρτίου. xyxy=(180,1797,307,1809)
calendar-month: ΜΑΡΤΙΟΥ xyxy=(302,208,363,222)
bulletin-sub: ΟΜΟΛΟΓΙΑΙ ΕΘΝ. ΔΑΝΕΙΩΝ xyxy=(211,302,324,329)
dateline: ΛΟΝΔΙΝΟΝ, πρωΐα Παρασκευῆς. xyxy=(363,361,561,374)
bulletin-date: ἐν Ἀθήναις τῇ 24 Μαρτίου 1916. xyxy=(188,286,347,298)
speaker-paragraph: Ἡ Βουλὴ χειροκροτεῖ τοὺς Τούρκους βουλευτάς. xyxy=(180,1043,355,1067)
lead-column-left xyxy=(363,361,602,800)
speaker-list xyxy=(180,670,355,1401)
article-text: Χθὲς τὴν μεσημβρίαν εἰς τὸ ἑστιατόριον τοῦ ξενοδοχείου τῆς Μ. Βρεττανίας ἔνθα συνέτρωγον Γάλλοι καὶ Ἄγγλοι δημοσιογράφοι μετὰ ἐπιλέκτων τῆς Γαλλίας ὑψηλῶν προσώπων, εἰσῆλθεν ὁ ἀνταποκριτὴς τοῦ Ἡνωμένου Ἀμερικανικοῦ Τύπου κ. Πάξτον Χίμπεν συνοδευόμενος ὑπὸ τοῦ ἀνταποκριτοῦ τῆς Βεροληναίας Ἐφημερίδος. Ἅμα τῇ εἰσόδῳ τοῦ τελευταίου τούτου ἐκ τῶν Γάλλων ἀνταποκριτῶν ὁ κ. Τυρὼ προσκάλεσε τὸν ἐπικεφαλῆς τοῦ ξενοδοχείου καὶ τοῦ ὑπέδειξεν ὅτι ὁ Γερμανὸς ἀνταποκριτὴς ἔπρεπε νὰ ἀποχωρήσῃ. Ἡ φράσις καὶ ἡ στάσις τοῦ κ. Τυρὼ προσκάλεσεν αἰσθησιν. xyxy=(180,1470,355,1692)
article-title: ΔΙΠΛΟΥΝ ΔΥΣΤΥΧΗΜΑ xyxy=(1302,1078,1412,1113)
bulletin-text: Λαχειοφ. Ἐθν. Τρ. 3 %, 448, 20,000,000, 103 ½, 30,000,000, 105, ὁμ. Ἑλλ. Πορ. 200. xyxy=(180,426,355,463)
divider xyxy=(1274,1060,1440,1061)
dateline: ΡΩΜΗ, πρωΐα Παρασκευῆς. xyxy=(1100,967,1252,979)
lead-articles xyxy=(363,361,1093,800)
telegrams-label: ΙΔΙΑΙΤΕΡΑ ΤΗΛΕΓΡΑΦΗΜΑΤΑ ΤΟΥ ΣΥΝΤΑΚΤΟΥ ΜΑΣ xyxy=(517,876,939,893)
speaker-paragraph: Ὁ κ. ΧΑΡΙΣΙΑΔΗΣ ἐπικροτεῖ τὰ λεχθέντα ὑπὲρ τῶν δεδηλωμένων τοῦ Ἑλληνικοῦ στρατοῦ. xyxy=(180,1113,355,1149)
column-rule xyxy=(1096,165,1097,2145)
page-number: 4 xyxy=(185,118,201,144)
divider xyxy=(1100,1368,1266,1369)
lead-column-right xyxy=(854,361,1093,800)
article-title-cholera: Η ΧΟΛΕΡΑ ΕΝ ΚΕΡΚΥΡΑ xyxy=(207,1744,328,1779)
divider xyxy=(609,1115,848,1116)
speaker-paragraph: Ὁ κ. ΓΙΟΥΣΟΥΦΑΚΗ παρακαλεῖ νὰ μὴν ἐπιτείνωνται τὰ ζῶα τῶν γεωργῶν. xyxy=(180,924,355,961)
article-text: Ὁ Βασιλεὺς ἐνέκρινε τὸν διορισμὸν τοῦ στρατηγοῦ Μορόνε ὡς ὑπουργοῦ τῶν Στρατιωτικῶν εἰς ἀντικατάστασιν τοῦ στρατηγοῦ Τσουπέλλι. Ὁ νέος ὑπουργὸς ἔχει μεγάλην πεῖραν καὶ ὑπηρέτησε εἰς τὸ μέτωπον. xyxy=(854,952,1094,1034)
dateline: ΒΕΡΟΛΙΝΟΝ, 24 Μαρτίου. (Α. Π.) xyxy=(608,1136,809,1149)
second-edition-label: ΔΕΥΤΕΡΑ ΕΚΔΟΣΙΣ xyxy=(1100,167,1440,257)
article-title: ΑΙ ΣΥΜΠΛΟΚΑΙ ΤΩΝ ΣΥΝΟΡΩΝ — Η ΠΑΡΟΜΙΑ ΑΕΡΟΠΛΑΝΩΝ xyxy=(1284,970,1430,1004)
dateline: ΠΑΡΙΣΙΟΙ, Παρασκευή, πρωΐα. xyxy=(363,902,547,915)
calendar-date: 25 xyxy=(258,198,297,232)
masthead xyxy=(0,114,1600,158)
third-edition-columns xyxy=(1100,967,1440,1467)
divider xyxy=(180,1406,355,1409)
